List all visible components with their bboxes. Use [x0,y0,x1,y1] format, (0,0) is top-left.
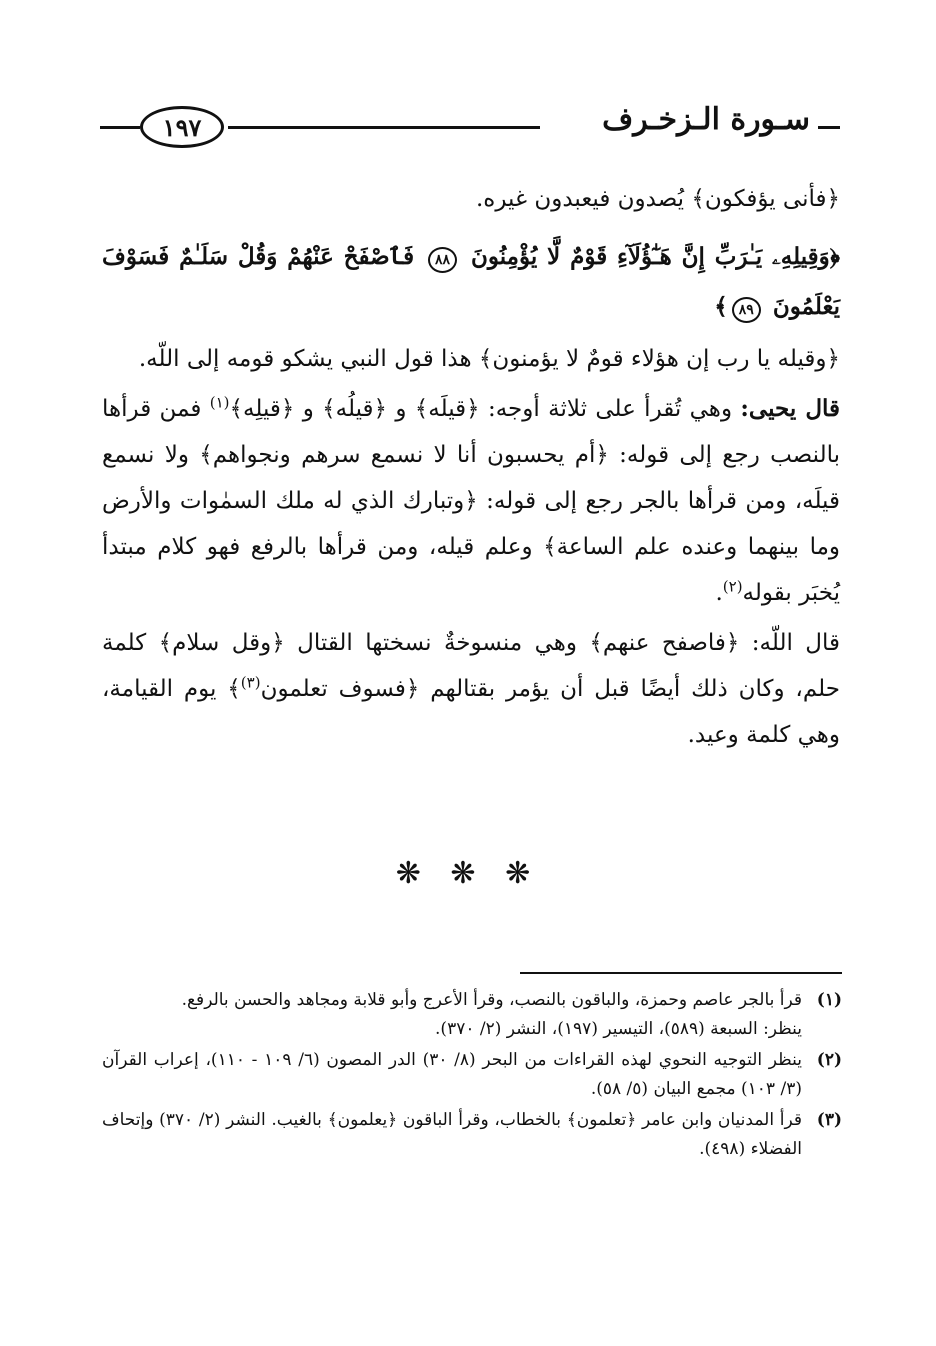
paragraph-5-part-b: ﴾ يوم القيامة، وهي كلمة وعيد. [102,676,840,748]
verse-part-a: ﴿وَقِيلِهِۦ يَـٰرَبِّ إِنَّ هَـٰٓؤُلَآءِ قَوْمٌ لَّا يُؤْمِنُونَ [470,243,840,270]
paragraph-4-end: . [715,580,723,606]
main-text [102,176,840,762]
paragraph-4 [102,386,840,616]
footnote-rule [520,972,842,974]
quran-verse [102,232,840,332]
page-header [100,96,840,156]
header-rule [228,126,540,129]
ayah-number-88: ٨٨ [428,247,457,273]
footnote-number: (٢) [816,1050,842,1070]
paragraph-1: ﴿فأنى يؤفكون﴾ يُصدون فيعبدون غيره. [475,186,840,212]
footnote-ref-3[interactable]: (٣) [240,673,261,692]
verse-end-bracket: ﴾ [714,293,728,320]
footnote-line: ينظر: السبعة (٥٨٩)، التيسير (١٩٧)، النشر (٢/ ٣٧٠). [435,1019,802,1039]
header-left-rule [100,126,140,129]
footnote-text [102,1106,802,1164]
footnote-line: ينظر التوجيه النحوي لهذه القراءات من البحر (٨/ ٣٠) الدر المصون (٦/ ١٠٩ - ١١٠)، إعراب القرآن (٣/ ١٠٣) مجمع البيان (٥/ ٥٨). [102,1050,802,1099]
footnote-line: قرأ بالجر عاصم وحمزة، والباقون بالنصب، وقرأ الأعرج وأبو قلابة ومجاهد والحسن بالرفع. [181,990,802,1010]
paragraph-4-part-b: فمن قرأها بالنصب رجع إلى قوله: ﴿أم يحسبون أنا لا نسمع سرهم ونجواهم﴾ ولا نسمع قيلَه، ومن قرأها بالجر رجع إلى قوله: ﴿وتبارك الذي له ملك السمٰوات والأرض وما بينهما وعنده علم الساعة﴾ وعلم قيله، ومن قرأها بالرفع فهو كلام مبتدأ يُخبَر بقوله [102,396,840,606]
footnote-2 [102,1046,842,1104]
footnote-1 [102,986,842,1044]
paragraph-5-part-a: ﴿فاصفح عنهم﴾ وهي منسوخةٌ نسختها القتال ﴿وقل سلام﴾ كلمة حلم، وكان ذلك أيضًا قبل أن يؤمر بقتالهم ﴿فسوف تعلمون [102,630,840,702]
paragraph-5 [102,620,840,758]
verse-part-b: فَٱصْفَحْ عَنْهُمْ وَقُلْ سَلَـٰمٌ فَسَوْفَ يَعْلَمُونَ [102,243,840,320]
surah-title: سـورة الـزخـرف [602,102,810,137]
footnote-line: قرأ المدنيان وابن عامر ﴿تعلمون﴾ بالخطاب، وقرأ الباقون ﴿يعلمون﴾ بالغيب. النشر (٢/ ٣٧٠) وإتحاف الفضلاء (٤٩٨). [102,1110,802,1159]
footnote-text [102,1046,802,1104]
footnote-number: (١) [816,990,842,1010]
footnote-ref-1[interactable]: (١) [209,393,230,412]
page-number: ١٩٧ [140,106,224,148]
footnote-3 [102,1106,842,1164]
header-dash [818,126,840,129]
ayah-number-89: ٨٩ [732,297,761,323]
footnote-ref-2[interactable]: (٢) [722,577,743,596]
paragraph-4-part-a: وهي تُقرأ على ثلاثة أوجه: ﴿قيلَه﴾ و ﴿قيلُه﴾ و ﴿قيلِه﴾ [229,396,733,422]
footnote-number: (٣) [816,1110,842,1130]
section-separator: ❋ ❋ ❋ [395,856,541,891]
footnotes [102,986,842,1166]
speaker-allah: قال اللّه: [751,630,840,656]
speaker-yahya: قال يحيى: [740,395,841,422]
paragraph-3: ﴿وقيله يا رب إن هؤلاء قومٌ لا يؤمنون﴾ هذا قول النبي يشكو قومه إلى اللّه. [138,346,840,372]
footnote-text [102,986,802,1044]
